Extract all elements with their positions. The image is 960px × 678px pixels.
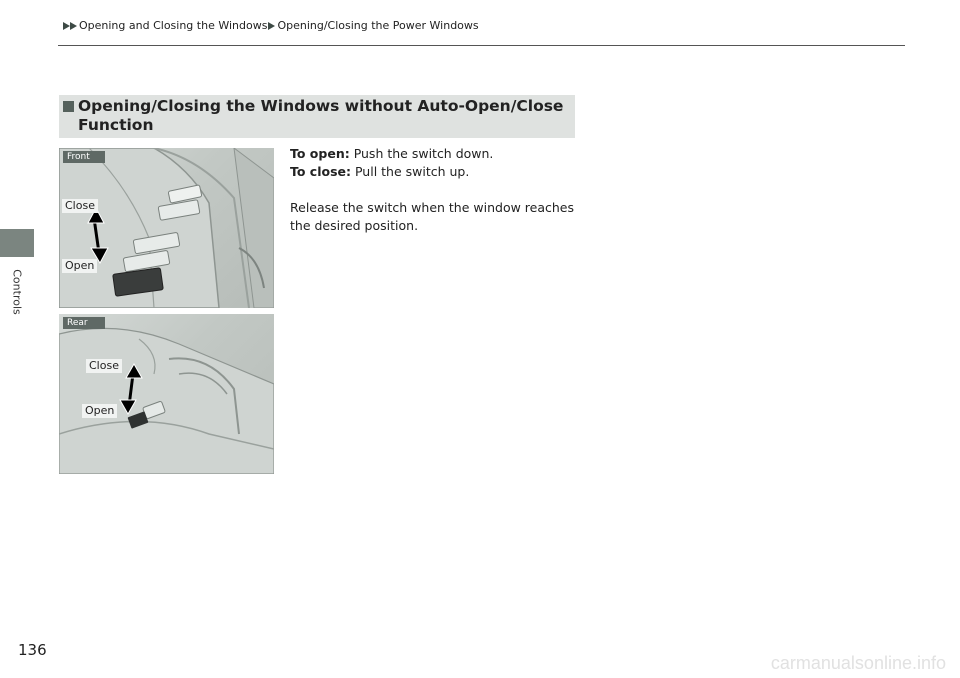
section-side-label: Controls [10,269,24,315]
breadcrumb-item-power-windows[interactable]: Opening/Closing the Power Windows [277,19,479,32]
rear-figure-tag: Rear [63,317,105,329]
rear-switch-illustration [59,314,274,474]
breadcrumb-arrow-icon [63,22,70,30]
release-instruction: Release the switch when the window reaches the desired position. [290,200,575,233]
rear-close-callout: Close [86,359,122,373]
rear-door-panel-drawing [59,314,274,474]
breadcrumb [63,19,480,32]
section-heading-text: Opening/Closing the Windows without Auto-Open/Close Function [78,97,564,134]
front-open-callout: Open [62,259,97,273]
breadcrumb-item-windows[interactable]: Opening and Closing the Windows [79,19,268,32]
page-number: 136 [18,641,47,659]
breadcrumb-arrow-icon [268,22,275,30]
instructions [290,145,590,235]
section-heading [59,95,575,138]
front-switch-illustration [59,148,274,308]
close-instruction: To close: Pull the switch up. [290,164,470,179]
breadcrumb-arrow-icon [70,22,77,30]
rear-open-callout: Open [82,404,117,418]
front-door-panel-drawing [59,148,274,308]
front-close-callout: Close [62,199,98,213]
front-figure-tag: Front [63,151,105,163]
section-side-tab [0,229,34,257]
watermark: carmanualsonline.info [770,653,946,673]
open-instruction: To open: Push the switch down. [290,146,494,161]
heading-square-icon [63,101,74,112]
header-divider [58,45,905,46]
